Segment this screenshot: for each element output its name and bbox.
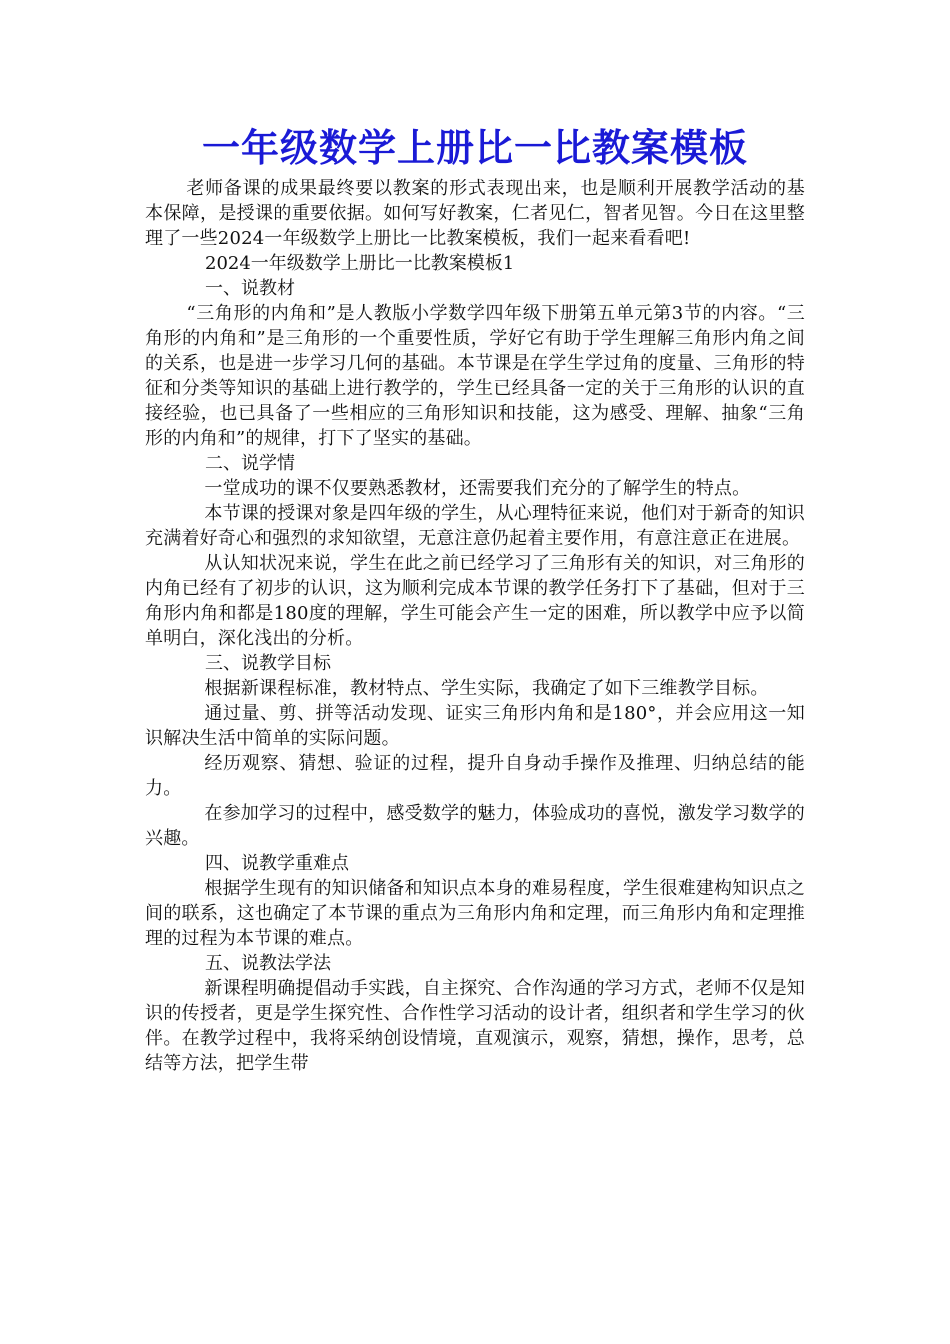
paragraph-key-points: 根据学生现有的知识储备和知识点本身的难易程度，学生很难建构知识点之间的联系，这也确定了本节课的重点为三角形内角和定理，而三角形内角和定理推理的过程为本节课的难点。 <box>145 878 805 949</box>
heading-student-situation: 二、说学情 <box>205 453 295 474</box>
document-page <box>145 120 805 1076</box>
paragraph-student-cognition: 从认知状况来说，学生在此之前已经学习了三角形有关的知识，对三角形的内角已经有了初步的认识，这为顺利完成本节课的教学任务打下了基础，但对于三角形内角和都是180度的理解，学生可能会产生一定的困难，所以教学中应予以简单明白，深化浅出的分析。 <box>145 553 805 649</box>
heading-teaching-goals: 三、说教学目标 <box>205 653 331 674</box>
paragraph-textbook: “三角形的内角和”是人教版小学数学四年级下册第五单元第3节的内容。“三角形的内角和”是三角形的一个重要性质，学好它有助于学生理解三角形内角之间的关系，也是进一步学习几何的基础。本节课是在学生学过角的度量、三角形的特征和分类等知识的基础上进行教学的，学生已经具备一定的关于三角形的认识的直接经验，也已具备了一些相应的三角形知识和技能，这为感受、理解、抽象“三角形的内角和”的规律，打下了坚实的基础。 <box>145 303 805 449</box>
heading-methods: 五、说教法学法 <box>205 953 331 974</box>
paragraph-goal-emotion: 在参加学习的过程中，感受数学的魅力，体验成功的喜悦，激发学习数学的兴趣。 <box>145 803 805 849</box>
document-title: 一年级数学上册比一比教案模板 <box>201 125 748 170</box>
section-title: 2024一年级数学上册比一比教案模板1 <box>205 253 515 274</box>
paragraph-methods: 新课程明确提倡动手实践，自主探究、合作沟通的学习方式，老师不仅是知识的传授者，更是学生探究性、合作性学习活动的设计者，组织者和学生学习的伙伴。在教学过程中，我将采纳创设情境，直观演示，观察，猜想，操作，思考，总结等方法，把学生带 <box>145 978 805 1074</box>
paragraph-goal-knowledge: 通过量、剪、拼等活动发现、证实三角形内角和是180°，并会应用这一知识解决生活中简单的实际问题。 <box>145 703 805 749</box>
paragraph-goal-process: 经历观察、猜想、验证的过程，提升自身动手操作及推理、归纳总结的能力。 <box>145 753 805 799</box>
heading-key-points: 四、说教学重难点 <box>205 853 349 874</box>
paragraph-student-psychology: 本节课的授课对象是四年级的学生，从心理特征来说，他们对于新奇的知识充满着好奇心和强烈的求知欲望，无意注意仍起着主要作用，有意注意正在进展。 <box>145 503 805 549</box>
paragraph-goals-intro: 根据新课程标准，教材特点、学生实际，我确定了如下三维教学目标。 <box>204 678 769 699</box>
paragraph-student-intro: 一堂成功的课不仅要熟悉教材，还需要我们充分的了解学生的特点。 <box>204 478 751 499</box>
intro-paragraph: 老师备课的成果最终要以教案的形式表现出来，也是顺利开展教学活动的基本保障，是授课的重要依据。如何写好教案，仁者见仁，智者见智。今日在这里整理了一些2024一年级数学上册比一比教案模板，我们一起来看看吧! <box>145 178 805 249</box>
heading-textbook: 一、说教材 <box>205 278 295 299</box>
